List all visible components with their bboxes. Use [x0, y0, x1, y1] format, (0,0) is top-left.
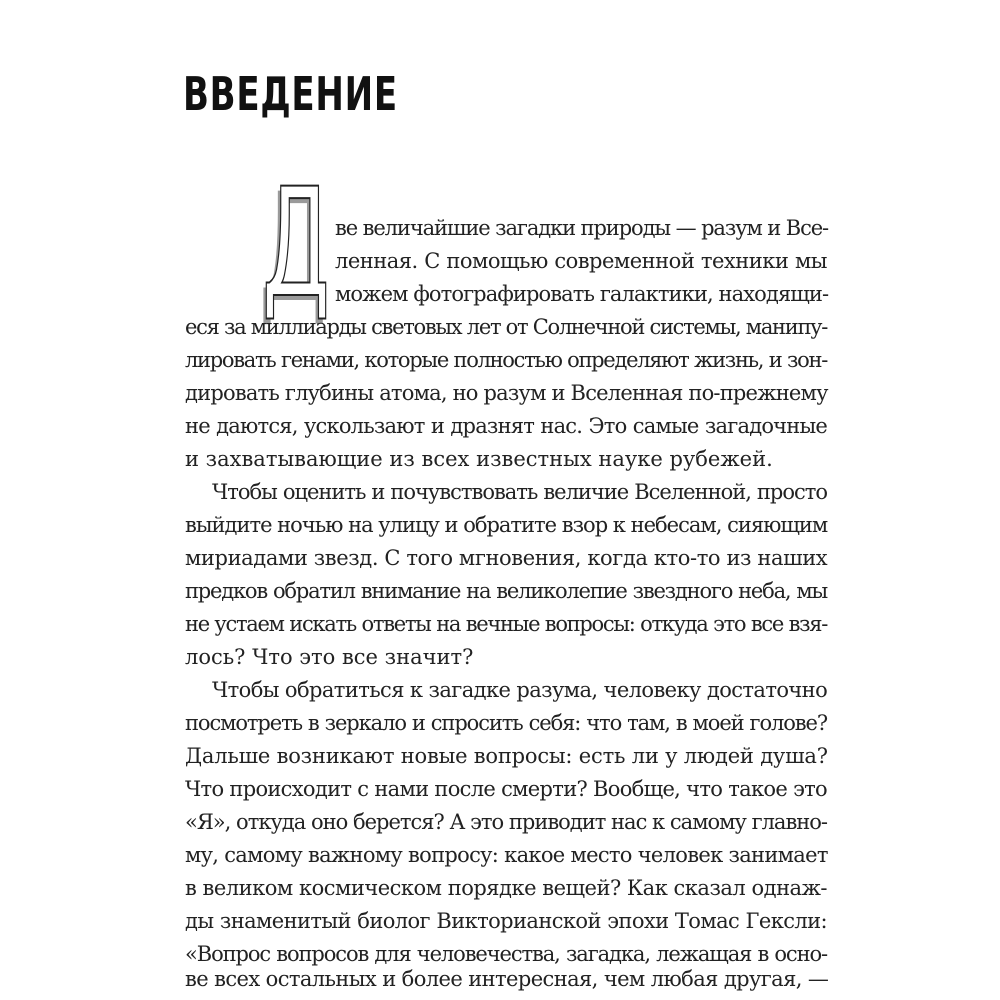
- text-line-7: не даются, ускользают и дразнят нас. Это самые загадочные: [185, 414, 827, 438]
- text-line-2: ленная. С помощью современной техники мы: [335, 249, 827, 273]
- text-line-10: выйдите ночью на улицу и обратите взор к небесам, сияющим: [185, 513, 828, 537]
- text-line-5: лировать генами, которые полностью определяют жизнь, и зон-: [185, 348, 827, 372]
- text-line-3: можем фотографировать галактики, находящи-: [335, 282, 829, 306]
- text-line-16: посмотреть в зеркало и спросить себя: что там, в моей голове?: [185, 711, 827, 735]
- text-line-13: не устаем искать ответы на вечные вопросы: откуда это все взя-: [185, 612, 827, 636]
- text-line-12: предков обратил внимание на великолепие звездного неба, мы: [185, 579, 827, 603]
- text-line-22: ды знаменитый биолог Викторианской эпохи Томас Гексли:: [185, 909, 827, 933]
- text-line-18: Что происходит с нами после смерти? Вообще, что такое это: [185, 777, 827, 801]
- text-line-19: «Я», откуда оно берется? А это приводит нас к самому главно-: [185, 810, 827, 834]
- chapter-heading: ВВЕДЕНИЕ: [183, 67, 398, 121]
- text-line-4: еся за миллиарды световых лет от Солнечной системы, манипу-: [185, 315, 827, 339]
- text-line-24: ве всех остальных и более интересная, чем любая другая, —: [185, 967, 829, 991]
- text-line-21: в великом космическом порядке вещей? Как сказал однаж-: [185, 876, 827, 900]
- text-line-6: дировать глубины атома, но разум и Вселенная по-прежнему: [185, 381, 828, 405]
- text-line-1: ве величайшие загадки природы — разум и Все-: [335, 216, 829, 240]
- text-line-14: лось? Что это все значит?: [185, 645, 474, 669]
- text-line-15: Чтобы обратиться к загадке разума, человеку достаточно: [212, 678, 828, 702]
- text-line-8: и захватывающие из всех известных науке рубежей.: [185, 447, 773, 471]
- text-line-23: «Вопрос вопросов для человечества, загадка, лежащая в осно-: [185, 942, 827, 966]
- text-line-11: мириадами звезд. С того мгновения, когда кто-то из наших: [185, 546, 828, 570]
- drop-cap-letter: Д: [262, 157, 330, 331]
- text-line-17: Дальше возникают новые вопросы: есть ли у людей душа?: [185, 744, 828, 768]
- text-line-9: Чтобы оценить и почувствовать величие Вселенной, просто: [212, 480, 827, 504]
- text-line-20: му, самому важному вопросу: какое место человек занимает: [185, 843, 828, 867]
